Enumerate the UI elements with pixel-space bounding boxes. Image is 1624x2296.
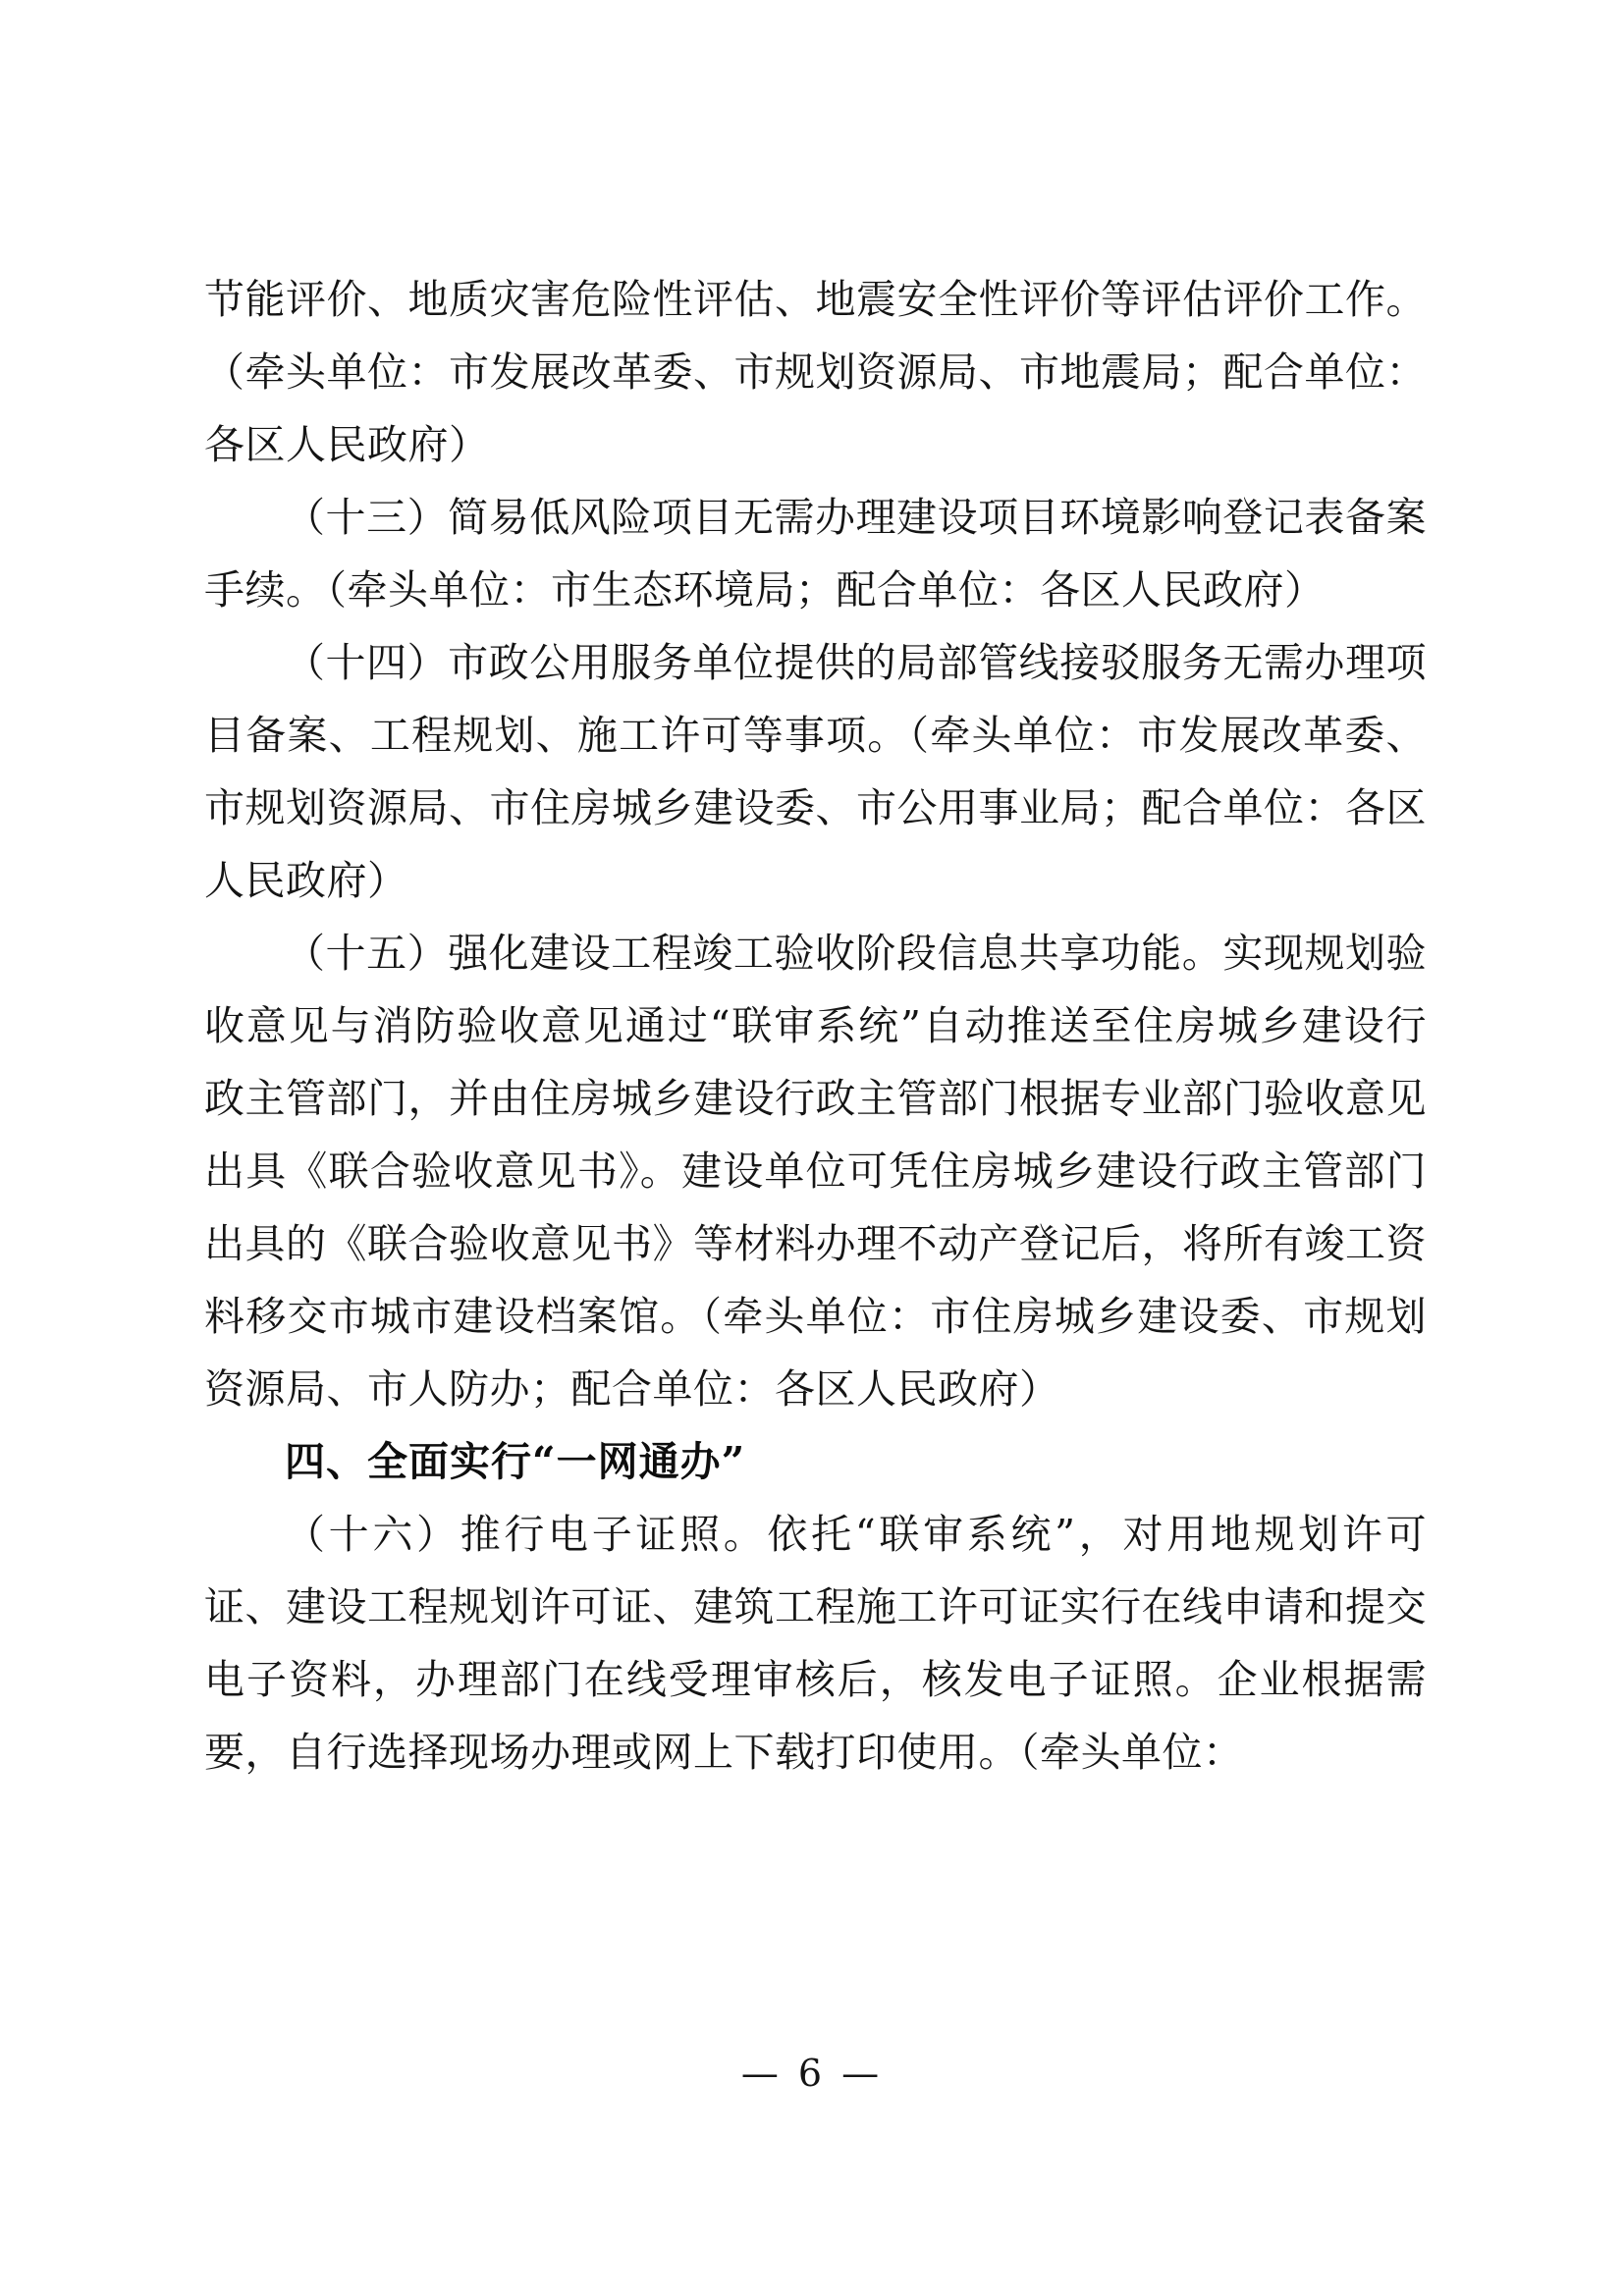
paragraph-item-16: （十六）推行电子证照。依托“联审系统”，对用地规划许可证、建设工程规划许可证、建筑工程施工许可证实行在线申请和提交电子资料，办理部门在线受理审核后，核发电子证照。企业根据需要，自行选择现场办理或网上下载打印使用。（牵头单位： — [204, 1511, 1427, 1776]
paragraph-item-13-continued: 节能评价、地质灾害危险性评估、地震安全性评价等评估评价工作。（牵头单位：市发展改革委、市规划资源局、市地震局；配合单位：各区人民政府） — [204, 276, 1427, 468]
page-number: — 6 — — [740, 2052, 884, 2095]
paragraph-item-13: （十三）简易低风险项目无需办理建设项目环境影响登记表备案手续。（牵头单位：市生态环境局；配合单位：各区人民政府） — [204, 494, 1427, 614]
page-footer — [0, 2052, 1624, 2095]
section-heading-four: 四、全面实行“一网通办” — [285, 1438, 746, 1485]
paragraph-item-14: （十四）市政公用服务单位提供的局部管线接驳服务无需办理项目备案、工程规划、施工许可等事项。（牵头单位：市发展改革委、市规划资源局、市住房城乡建设委、市公用事业局；配合单位：各区人民政府） — [204, 639, 1427, 904]
document-body — [204, 263, 1427, 1789]
paragraph-item-15: （十五）强化建设工程竣工验收阶段信息共享功能。实现规划验收意见与消防验收意见通过“联审系统”自动推送至住房城乡建设行政主管部门，并由住房城乡建设行政主管部门根据专业部门验收意见出具《联合验收意见书》。建设单位可凭住房城乡建设行政主管部门出具的《联合验收意见书》等材料办理不动产登记后，将所有竣工资料移交市城市建设档案馆。（牵头单位：市住房城乡建设委、市规划资源局、市人防办；配合单位：各区人民政府） — [204, 930, 1427, 1413]
